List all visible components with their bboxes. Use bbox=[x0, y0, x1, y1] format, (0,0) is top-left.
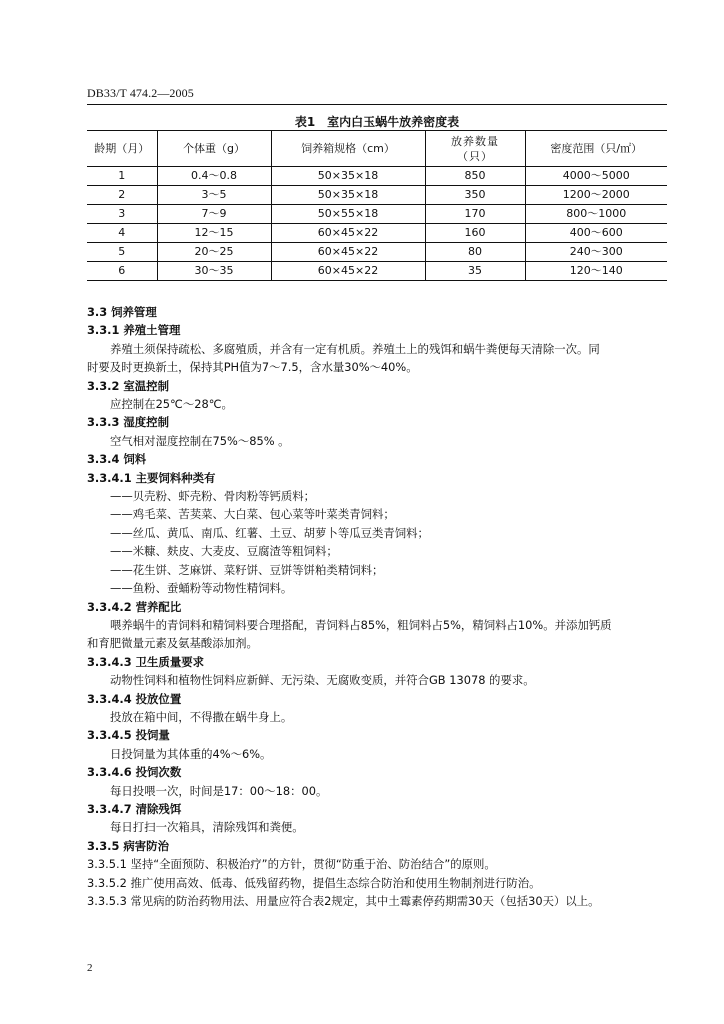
table-title: 表1 室内白玉蜗牛放养密度表 bbox=[294, 115, 460, 129]
cell-box-size: 50×35×18 bbox=[271, 186, 425, 205]
cell-age: 6 bbox=[87, 262, 157, 281]
section-heading-3-3-4-3: 3.3.4.3 卫生质量要求 bbox=[87, 654, 204, 669]
paragraph: 空气相对湿度控制在75%～85% 。 bbox=[110, 433, 290, 448]
section-heading-3-3-4-1: 3.3.4.1 主要饲料种类有 bbox=[87, 470, 216, 485]
list-item: ——米糠、麸皮、大麦皮、豆腐渣等粗饲料； bbox=[110, 544, 338, 559]
column-header-quantity-label: 放养数量（只） bbox=[451, 134, 499, 163]
cell-density: 1200～2000 bbox=[525, 186, 667, 205]
paragraph: 应控制在25℃～28℃。 bbox=[110, 397, 233, 412]
cell-box-size: 60×45×22 bbox=[271, 243, 425, 262]
section-heading-3-3-1: 3.3.1 养殖土管理 bbox=[87, 323, 181, 338]
paragraph-continuation: 时要及时更换新土，保持其PH值为7～7.5，含水量30%～40%。 bbox=[87, 360, 418, 375]
cell-box-size: 60×45×22 bbox=[271, 262, 425, 281]
table-row bbox=[87, 262, 667, 281]
table-row bbox=[87, 186, 667, 205]
cell-quantity: 80 bbox=[425, 243, 525, 262]
cell-age: 3 bbox=[87, 205, 157, 224]
table-header-row bbox=[87, 131, 667, 167]
cell-age: 2 bbox=[87, 186, 157, 205]
section-heading-3-3-4-5: 3.3.4.5 投饲量 bbox=[87, 728, 170, 743]
list-item: ——鸡毛菜、苦荬菜、大白菜、包心菜等叶菜类青饲料； bbox=[110, 507, 395, 522]
section-heading-3-3-4-6: 3.3.4.6 投饲次数 bbox=[87, 765, 182, 780]
paragraph: 动物性饲料和植物性饲料应新鲜、无污染、无腐败变质，并符合GB 13078 的要求。 bbox=[110, 673, 535, 688]
cell-quantity: 35 bbox=[425, 262, 525, 281]
cell-weight: 30～35 bbox=[157, 262, 271, 281]
document-body bbox=[87, 303, 667, 910]
document-standard-number: DB33/T 474.2—2005 bbox=[87, 86, 194, 100]
list-item: ——丝瓜、黄瓜、南瓜、红薯、土豆、胡萝卜等瓜豆类青饲料； bbox=[110, 525, 429, 540]
cell-weight: 7～9 bbox=[157, 205, 271, 224]
cell-age: 4 bbox=[87, 224, 157, 243]
column-header-quantity bbox=[425, 131, 525, 167]
cell-quantity: 170 bbox=[425, 205, 525, 224]
column-header-density: 密度范围（只/㎡） bbox=[525, 131, 667, 167]
cell-density: 4000～5000 bbox=[525, 167, 667, 186]
table-row bbox=[87, 167, 667, 186]
clause-3-3-5-1: 3.3.5.1 坚持“全面预防、积极治疗”的方针，贯彻“防重于治、防治结合”的原则。 bbox=[87, 857, 496, 872]
section-heading-3-3-4-4: 3.3.4.4 投放位置 bbox=[87, 691, 182, 706]
cell-weight: 3～5 bbox=[157, 186, 271, 205]
section-heading-3-3: 3.3 饲养管理 bbox=[87, 305, 157, 319]
section-heading-3-3-3: 3.3.3 湿度控制 bbox=[87, 415, 169, 430]
cell-quantity: 850 bbox=[425, 167, 525, 186]
cell-box-size: 50×35×18 bbox=[271, 167, 425, 186]
stocking-density-table bbox=[87, 130, 667, 281]
cell-weight: 12～15 bbox=[157, 224, 271, 243]
section-heading-3-3-4: 3.3.4 饲料 bbox=[87, 452, 147, 467]
cell-weight: 0.4～0.8 bbox=[157, 167, 271, 186]
column-header-age: 龄期（月） bbox=[87, 131, 157, 167]
cell-age: 5 bbox=[87, 243, 157, 262]
header-rule bbox=[87, 104, 667, 105]
section-heading-3-3-5: 3.3.5 病害防治 bbox=[87, 838, 169, 853]
table-row bbox=[87, 205, 667, 224]
cell-box-size: 50×55×18 bbox=[271, 205, 425, 224]
cell-age: 1 bbox=[87, 167, 157, 186]
clause-3-3-5-3: 3.3.5.3 常见病的防治药物用法、用量应符合表2规定，其中土霉素停药期需30天（包括30天）以上。 bbox=[87, 894, 600, 908]
list-item: ——鱼粉、蚕蛹粉等动物性精饲料。 bbox=[110, 581, 293, 596]
paragraph: 投放在箱中间，不得撒在蜗牛身上。 bbox=[110, 709, 293, 724]
list-item: ——贝壳粉、虾壳粉、骨肉粉等钙质料； bbox=[110, 489, 316, 504]
section-heading-3-3-2: 3.3.2 室温控制 bbox=[87, 378, 169, 393]
table-row bbox=[87, 224, 667, 243]
page-number: 2 bbox=[87, 962, 93, 974]
cell-density: 120～140 bbox=[525, 262, 667, 281]
section-heading-3-3-4-7: 3.3.4.7 清除残饵 bbox=[87, 801, 182, 816]
cell-weight: 20～25 bbox=[157, 243, 271, 262]
paragraph: 每日打扫一次箱具，清除残饵和粪便。 bbox=[110, 820, 304, 835]
cell-quantity: 350 bbox=[425, 186, 525, 205]
cell-density: 800～1000 bbox=[525, 205, 667, 224]
paragraph: 日投饲量为其体重的4%～6%。 bbox=[110, 746, 272, 761]
cell-density: 240～300 bbox=[525, 243, 667, 262]
paragraph: 每日投喂一次，时间是17：00～18：00。 bbox=[110, 783, 328, 798]
cell-density: 400～600 bbox=[525, 224, 667, 243]
paragraph: 喂养蜗牛的青饲料和精饲料要合理搭配，青饲料占85%，粗饲料占5%，精饲料占10%。并添加钙质 bbox=[110, 617, 612, 632]
paragraph-continuation: 和育肥微量元素及氨基酸添加剂。 bbox=[87, 636, 258, 651]
table-row bbox=[87, 243, 667, 262]
list-item: ——花生饼、芝麻饼、菜籽饼、豆饼等饼粕类精饲料； bbox=[110, 562, 384, 577]
clause-3-3-5-2: 3.3.5.2 推广使用高效、低毒、低残留药物，提倡生态综合防治和使用生物制剂进行防治。 bbox=[87, 875, 541, 890]
cell-quantity: 160 bbox=[425, 224, 525, 243]
column-header-weight: 个体重（g） bbox=[157, 131, 271, 167]
column-header-box-size: 饲养箱规格（cm） bbox=[271, 131, 425, 167]
cell-box-size: 60×45×22 bbox=[271, 224, 425, 243]
paragraph: 养殖土须保持疏松、多腐殖质，并含有一定有机质。养殖土上的残饵和蜗牛粪便每天清除一次。同 bbox=[110, 341, 600, 356]
section-heading-3-3-4-2: 3.3.4.2 营养配比 bbox=[87, 599, 182, 614]
